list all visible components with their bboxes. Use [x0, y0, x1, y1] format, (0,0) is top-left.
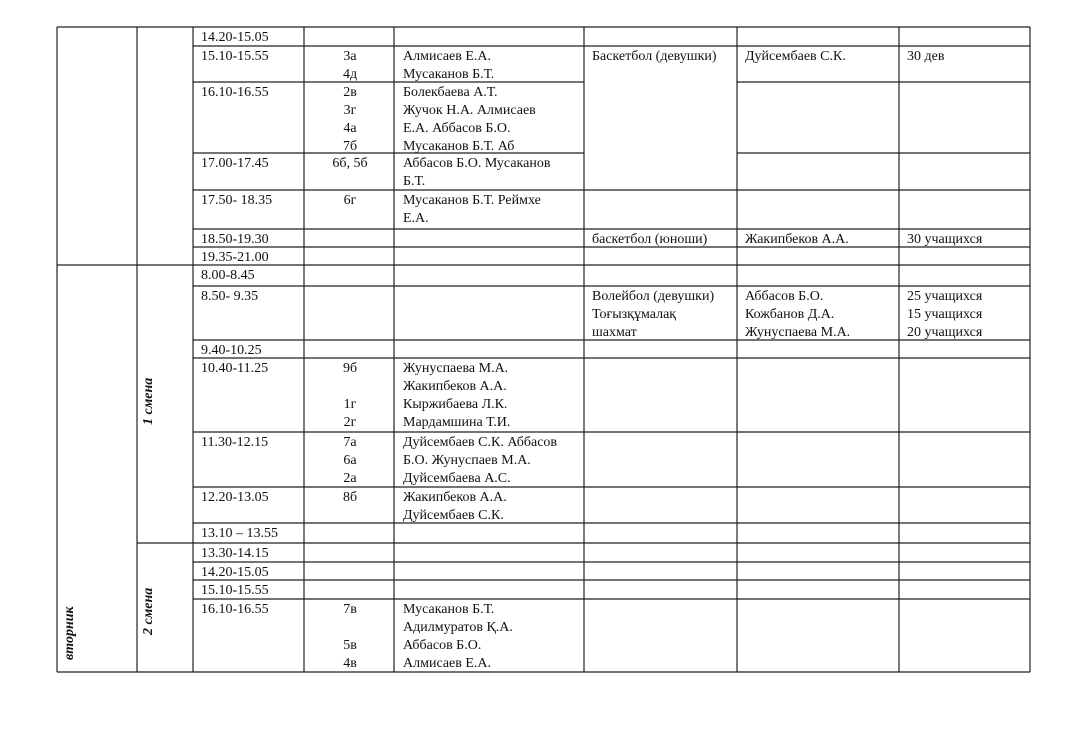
time-cell: 17.50- 18.35 [201, 193, 273, 208]
teacher-cell: Дуйсембаева А.С. [403, 471, 511, 486]
teacher-cell: Жакипбеков А.А. [403, 490, 507, 505]
time-cell: 16.10-16.55 [201, 602, 269, 617]
count-cell: 20 учащихся [907, 325, 983, 340]
class-cell: 4в [343, 656, 357, 671]
teacher-cell: Е.А. Аббасов Б.О. [403, 121, 511, 136]
time-cell: 12.20-13.05 [201, 490, 269, 505]
coach-cell: Жакипбеков А.А. [745, 232, 849, 247]
time-cell: 11.30-12.15 [201, 435, 269, 450]
count-cell: 15 учащихся [907, 307, 983, 322]
activity-cell: Баскетбол (девушки) [592, 49, 717, 64]
count-cell: 30 дев [907, 49, 945, 64]
teacher-cell: Адилмуратов Қ.А. [403, 620, 513, 635]
class-cell: 6б, 5б [332, 156, 368, 171]
teacher-cell: Дуйсембаев С.К. [403, 508, 504, 523]
coach-cell: Кожбанов Д.А. [745, 307, 835, 322]
class-cell: 7б [342, 139, 358, 154]
class-cell: 4а [343, 121, 357, 136]
time-cell: 9.40-10.25 [201, 343, 262, 358]
class-cell: 6а [343, 453, 357, 468]
coach-cell: Жунуспаева М.А. [745, 325, 851, 340]
time-cell: 19.35-21.00 [201, 250, 269, 265]
teacher-cell: Алмисаев Е.А. [403, 656, 492, 671]
shift1-label: 1 смена [141, 377, 156, 425]
teacher-cell: Мардамшина Т.И. [403, 415, 511, 430]
activity-cell: Тоғызқұмалақ [592, 307, 677, 322]
teacher-cell: Аббасов Б.О. Мусаканов [403, 156, 551, 171]
teacher-cell: Мусаканов Б.Т. [403, 67, 495, 82]
teacher-cell: Б.О. Жунуспаев М.А. [403, 453, 531, 468]
class-cell: 5в [343, 638, 357, 653]
class-cell: 2а [343, 471, 357, 486]
teacher-cell: Жучок Н.А. Алмисаев [403, 103, 536, 118]
time-cell: 16.10-16.55 [201, 85, 269, 100]
class-cell: 4д [342, 67, 358, 82]
teacher-cell: Мусаканов Б.Т. [403, 602, 495, 617]
teacher-cell: Мусаканов Б.Т. Реймхе [403, 193, 541, 208]
class-cell: 2г [343, 415, 357, 430]
class-cell: 9б [342, 361, 358, 376]
class-cell: 1г [343, 397, 357, 412]
activity-cell: Волейбол (девушки) [592, 289, 715, 304]
time-cell: 8.00-8.45 [201, 268, 255, 283]
coach-cell: Аббасов Б.О. [745, 289, 824, 304]
class-cell: 8б [342, 490, 358, 505]
class-cell: 7а [343, 435, 357, 450]
coach-cell: Дуйсембаев С.К. [745, 49, 846, 64]
time-cell: 18.50-19.30 [201, 232, 269, 247]
time-cell: 8.50- 9.35 [201, 289, 259, 304]
activity-cell: баскетбол (юноши) [592, 232, 708, 247]
time-cell: 14.20-15.05 [201, 30, 269, 45]
time-cell: 17.00-17.45 [201, 156, 269, 171]
time-cell: 15.10-15.55 [201, 49, 269, 64]
activity-cell: шахмат [592, 325, 637, 340]
class-cell: 2в [343, 85, 357, 100]
class-cell: 3а [343, 49, 357, 64]
teacher-cell: Болекбаева А.Т. [403, 85, 498, 100]
count-cell: 25 учащихся [907, 289, 983, 304]
teacher-cell: Аббасов Б.О. [403, 638, 482, 653]
teacher-cell: Кыржибаева Л.К. [403, 397, 508, 412]
time-cell: 13.10 – 13.55 [201, 526, 278, 541]
time-cell: 10.40-11.25 [201, 361, 269, 376]
count-cell: 30 учащихся [907, 232, 983, 247]
class-cell: 6г [343, 193, 357, 208]
shift2-label: 2 смена [141, 587, 156, 635]
day-label: вторник [62, 606, 77, 660]
teacher-cell: Жунуспаева М.А. [403, 361, 509, 376]
teacher-cell: Жакипбеков А.А. [403, 379, 507, 394]
class-cell: 3г [343, 103, 357, 118]
teacher-cell: Дуйсембаев С.К. Аббасов [403, 435, 558, 450]
teacher-cell: Мусаканов Б.Т. Аб [403, 139, 515, 154]
teacher-cell: Б.Т. [403, 174, 426, 189]
time-cell: 14.20-15.05 [201, 565, 269, 580]
teacher-cell: Е.А. [403, 211, 429, 226]
teacher-cell: Алмисаев Е.А. [403, 49, 492, 64]
time-cell: 13.30-14.15 [201, 546, 269, 561]
class-cell: 7в [343, 602, 357, 617]
time-cell: 15.10-15.55 [201, 583, 269, 598]
